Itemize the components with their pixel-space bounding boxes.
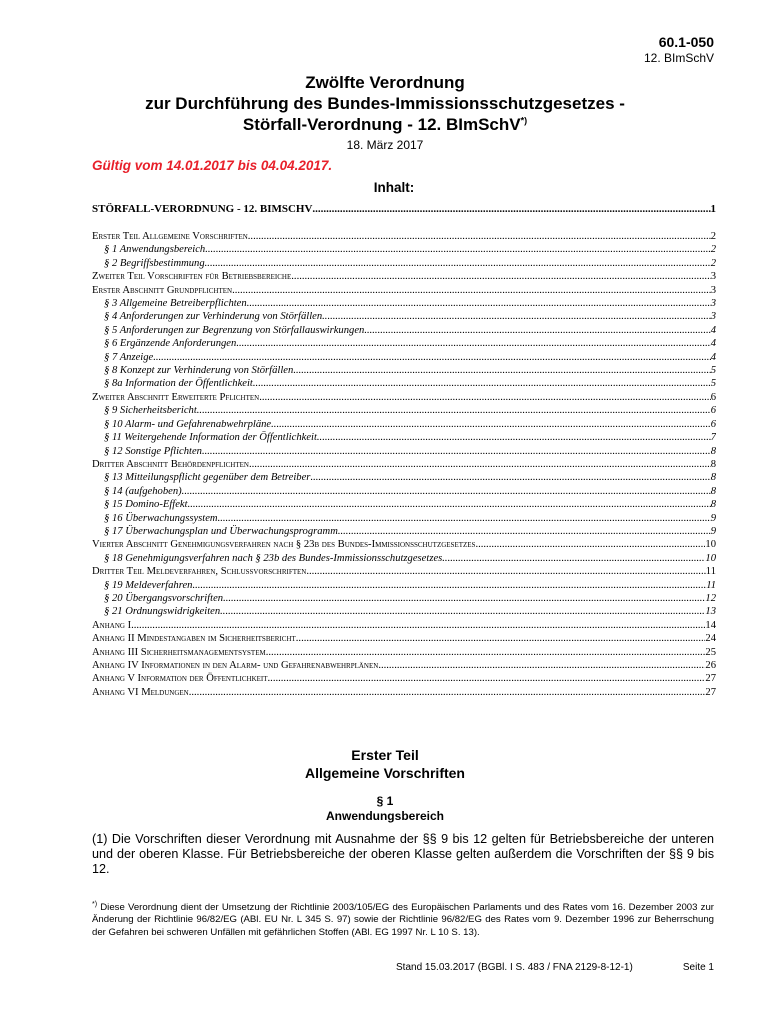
table-of-contents [92,202,716,699]
toc-leader-dots [306,565,705,578]
toc-entry-label: Erster Teil Allgemeine Vorschriften [92,231,248,242]
toc-leader-dots [293,364,710,377]
toc-entry-label: § 14 (aufgehoben) [104,485,182,497]
toc-entry-label: § 5 Anforderungen zur Begrenzung von Störfallauswirkungen [104,324,365,336]
toc-entry[interactable] [92,351,716,364]
toc-entry-label: Dritter Abschnitt Behördenpflichten [92,458,249,470]
toc-entry-label: § 16 Überwachungssystem [104,512,218,524]
toc-entry-page: 3 [710,284,716,296]
toc-leader-dots [236,337,710,350]
toc-leader-dots [312,202,710,216]
toc-entry-page: 9 [710,512,716,524]
toc-entry-label: § 2 Begriffsbestimmung [104,257,205,269]
toc-entry-label: Anhang I [92,619,132,631]
toc-entry-label: Zweiter Teil Vorschriften für Betriebsbereiche [92,271,292,283]
toc-leader-dots [202,445,711,458]
section-number: § 1 [376,794,394,808]
toc-leader-dots [218,512,711,525]
toc-entry[interactable] [92,659,716,672]
toc-entry-page: 27 [705,686,716,698]
toc-entry-page: 8 [710,472,716,484]
toc-entry-label: § 13 Mitteilungspflicht gegenüber dem Betreiber [104,472,311,484]
toc-entry[interactable] [92,538,716,551]
title-line-2: zur Durchführung des Bundes-Immissionsschutzgesetzes - [145,94,625,113]
toc-entry[interactable] [92,471,716,484]
toc-leader-dots [249,458,711,471]
toc-leader-dots [253,377,711,390]
toc-entry[interactable] [92,552,716,565]
footnote-mark: *) [92,900,98,908]
section-paragraph: (1) Die Vorschriften dieser Verordnung mit Ausnahme der §§ 9 bis 12 gelten für Betriebsbereiche der unteren und der oberen Klasse. Für Betriebsbereiche der oberen Klasse gelten außerdem die Vorschriften der §§ 9 bis 12. [92,832,714,876]
toc-leader-dots [192,579,706,592]
toc-entry-label: § 10 Alarm- und Gefahrenabwehrpläne [104,418,272,430]
toc-leader-dots [188,498,711,511]
document-date: 18. März 2017 [346,138,424,152]
toc-entry-page: 24 [705,633,716,645]
toc-entry-label: § 1 Anwendungsbereich [104,244,206,256]
validity-notice: Gültig vom 14.01.2017 bis 04.04.2017. [92,158,333,173]
toc-entry-page: 26 [705,660,716,671]
toc-entry-label: § 18 Genehmigungsverfahren nach § 23b des Bundes-Immissionsschutzgesetzes [104,552,443,564]
toc-entry-page: 3 [710,298,716,310]
toc-entry-page: 4 [710,338,716,350]
toc-leader-dots [271,418,711,431]
toc-entry[interactable] [92,525,716,538]
toc-leader-dots [189,686,706,699]
toc-entry[interactable] [92,324,716,337]
toc-entry[interactable] [92,257,716,270]
toc-entry-page: 8 [710,458,716,470]
title-line-1: Zwölfte Verordnung [305,73,465,92]
toc-entry[interactable] [92,565,716,578]
toc-entry-page: 5 [710,378,716,390]
toc-entry[interactable] [92,445,716,458]
toc-entry-page: 2 [710,244,716,256]
toc-entry-label: Zweiter Abschnitt Erweiterte Pflichten [92,391,260,403]
toc-leader-dots [182,485,711,498]
toc-entry-page: 13 [705,606,716,618]
toc-entry[interactable] [92,632,716,645]
toc-entry-page: 14 [705,619,716,631]
toc-entry[interactable] [92,592,716,605]
toc-entry[interactable] [92,458,716,471]
toc-leader-dots [317,431,711,444]
toc-entry[interactable] [92,418,716,431]
toc-entry-label: § 15 Domino-Effekt [104,499,188,511]
toc-entry[interactable] [92,202,716,222]
toc-entry[interactable] [92,485,716,498]
title-line-3 [0,114,770,135]
toc-entry-label: § 9 Sicherheitsbericht [104,405,197,417]
toc-leader-dots [364,324,710,337]
toc-leader-dots [247,297,711,310]
toc-entry-page: 2 [710,231,716,242]
toc-entry[interactable] [92,377,716,390]
toc-leader-dots [153,351,710,364]
toc-leader-dots [322,310,711,323]
toc-entry-label: § 11 Weitergehende Information der Öffentlichkeit [104,432,317,444]
toc-entry-page: 3 [710,271,716,283]
toc-leader-dots [197,404,711,417]
toc-entry[interactable] [92,270,716,283]
toc-entry-label: § 8a Information der Öffentlichkeit [104,378,253,390]
footnote-text: Diese Verordnung dient der Umsetzung der Richtlinie 2003/105/EG des Europäischen Parlaments und des Rates vom 16. Dezember 2003 zur Änderung der Richtlinie 96/82/EG (ABl. EU Nr. L 345 S. 97) sowie der Richtlinie 96/82/EG des Rates vom 9. Dezember 1996 zur Beherrschung der Gefahren bei schweren Unfällen mit gefährlichen Stoffen (ABl. EG 1997 Nr. L 10 S. 13). [92,902,714,938]
toc-entry-page: 6 [710,405,716,417]
toc-entry[interactable] [92,672,716,685]
footer-stand: Stand 15.03.2017 (BGBl. I S. 483 / FNA 2129-8-12-1) [396,962,633,973]
toc-entry[interactable] [92,391,716,404]
toc-leader-dots [223,592,705,605]
toc-entry-page: 9 [710,525,716,537]
part-number: Erster Teil [351,747,419,763]
toc-entry-page: 8 [710,499,716,511]
toc-entry-label: Dritter Teil Meldeverfahren, Schlussvorschriften [92,566,307,578]
toc-entry-label: Anhang VI Meldungen [92,686,189,698]
toc-entry[interactable] [92,243,716,256]
part-title: Allgemeine Vorschriften [304,765,465,781]
toc-entry[interactable] [92,310,716,323]
footnote [92,902,714,939]
toc-leader-dots [248,230,711,243]
toc-leader-dots [259,391,711,404]
toc-entry-label: § 17 Überwachungsplan und Überwachungsprogramm [104,525,338,537]
toc-entry-page: 7 [710,432,716,444]
toc-entry-page: 4 [710,324,716,336]
toc-leader-dots [268,672,706,685]
toc-entry-label: § 8 Konzept zur Verhinderung von Störfällen [104,365,294,377]
toc-entry-page: 11 [705,566,716,578]
toc-entry-label: § 21 Ordnungswidrigkeiten [104,606,221,618]
toc-entry-page: 25 [705,646,716,658]
toc-leader-dots [442,552,705,565]
toc-entry[interactable] [92,605,716,618]
toc-leader-dots [378,659,705,672]
toc-entry[interactable] [92,579,716,592]
toc-entry-page: 10 [705,552,716,564]
title-footnote-mark[interactable]: *) [520,115,528,126]
toc-entry-label: Anhang III Sicherheitsmanagementsystem [92,646,266,658]
toc-entry-label: Erster Abschnitt Grundpflichten [92,284,233,296]
toc-entry-label: § 20 Übergangsvorschriften [104,592,224,604]
section-title: Anwendungsbereich [325,809,444,823]
toc-entry-page: 8 [710,445,716,457]
toc-entry-label: STÖRFALL-VERORDNUNG - 12. BIMSCHV [92,203,313,215]
toc-entry[interactable] [92,619,716,632]
toc-leader-dots [232,284,711,297]
toc-entry[interactable] [92,512,716,525]
toc-leader-dots [205,257,711,270]
toc-entry-page: 6 [710,391,716,403]
toc-leader-dots [266,646,706,659]
toc-entry[interactable] [92,404,716,417]
toc-entry[interactable] [92,297,716,310]
toc-entry-label: § 3 Allgemeine Betreiberpflichten [104,298,247,310]
toc-entry-page: 27 [705,673,716,685]
toc-entry-page: 6 [710,418,716,430]
toc-entry[interactable] [92,284,716,297]
toc-heading: Inhalt: [373,180,415,195]
toc-entry[interactable] [92,337,716,350]
toc-entry-label: § 4 Anforderungen zur Verhinderung von Störfällen [104,311,323,323]
toc-leader-dots [475,538,705,551]
toc-entry-page: 11 [706,579,716,591]
toc-entry-page: 5 [710,365,716,377]
toc-entry-page: 4 [710,351,716,363]
toc-entry-label: § 12 Sonstige Pflichten [104,445,202,457]
part-heading [0,746,770,782]
toc-leader-dots [205,243,710,256]
toc-entry-page: 12 [705,592,716,604]
toc-entry-page: 8 [710,485,716,497]
document-title [0,72,770,135]
toc-leader-dots [310,471,710,484]
toc-entry-label: § 7 Anzeige [104,351,154,363]
toc-leader-dots [131,619,705,632]
title-line-3-text: Störfall-Verordnung - 12. BImSchV [242,115,521,134]
toc-entry-label: § 19 Meldeverfahren [104,579,193,591]
toc-entry[interactable] [92,498,716,511]
document-code: 60.1-050 [658,34,714,50]
toc-entry-label: Anhang IV Informationen in den Alarm- und Gefahrenabwehrplänen [92,660,379,671]
toc-leader-dots [296,632,706,645]
toc-entry[interactable] [92,431,716,444]
toc-leader-dots [338,525,711,538]
document-short-title: 12. BImSchV [643,51,714,65]
section-heading [0,794,770,824]
toc-entry-page: 10 [705,539,716,551]
toc-leader-dots [291,270,710,283]
toc-entry-page: 3 [710,311,716,323]
toc-entry[interactable] [92,686,716,699]
toc-entry-page: 2 [710,257,716,269]
toc-entry[interactable] [92,230,716,243]
toc-entry-page: 1 [710,203,716,215]
toc-entry-label: Anhang V Information der Öffentlichkeit [92,673,268,685]
footer-page-number: Seite 1 [682,962,714,973]
toc-leader-dots [220,605,705,618]
toc-entry-label: § 6 Ergänzende Anforderungen [104,338,237,350]
toc-entry[interactable] [92,646,716,659]
toc-entry[interactable] [92,364,716,377]
toc-entry-label: Vierter Abschnitt Genehmigungsverfahren nach § 23b des Bundes-Immissionsschutzgesetzes [92,539,476,551]
toc-entry-label: Anhang II Mindestangaben im Sicherheitsbericht [92,633,296,645]
